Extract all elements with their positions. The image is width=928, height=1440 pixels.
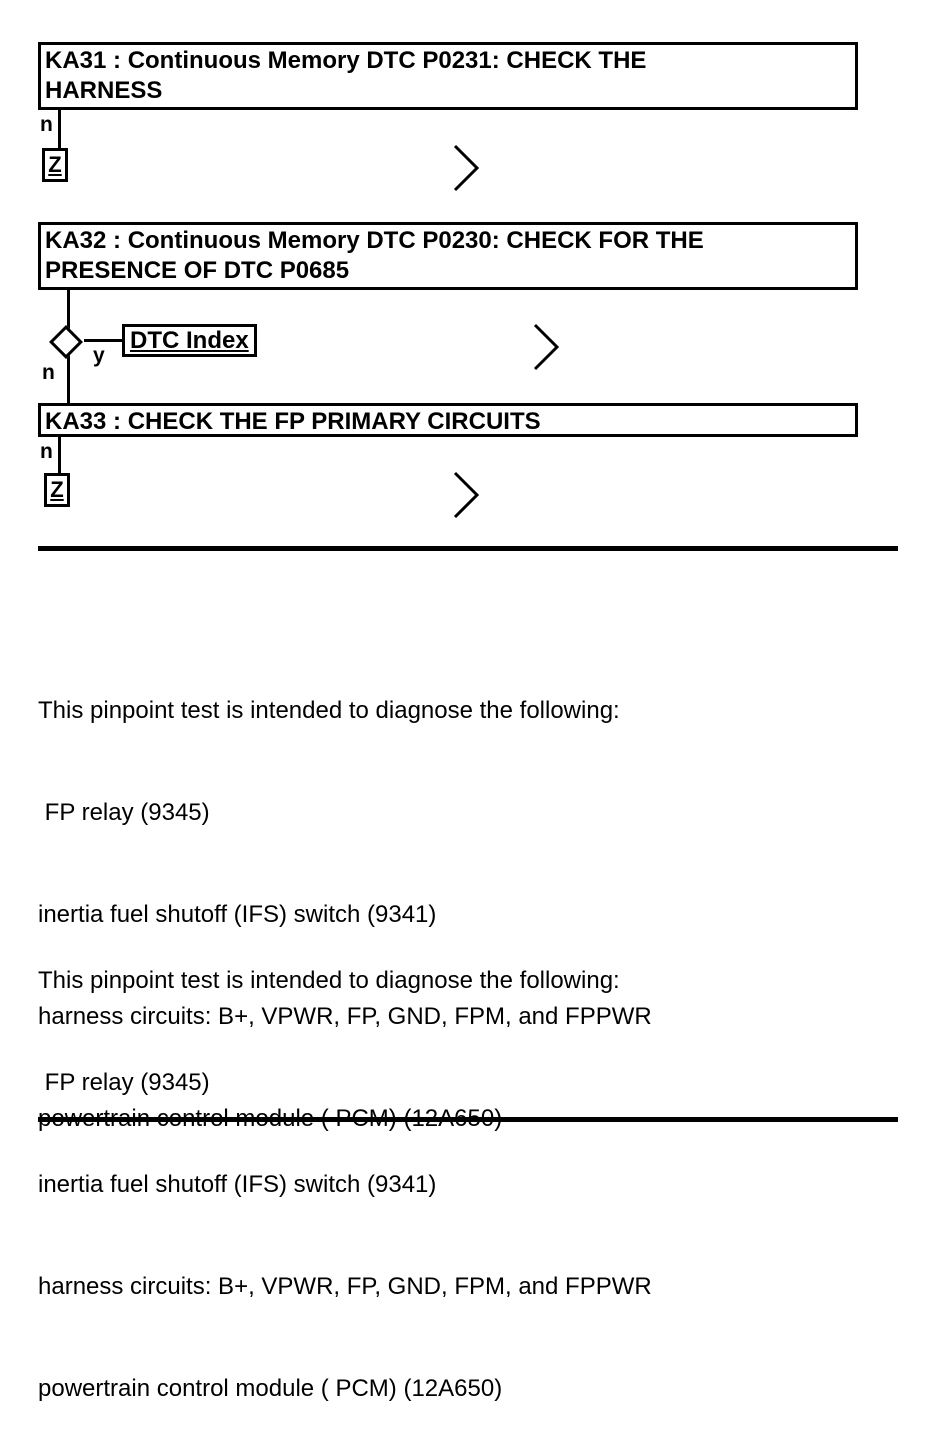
flowchart-step-ka33[interactable] xyxy=(38,403,858,437)
text-line: inertia fuel shutoff (IFS) switch (9341) xyxy=(38,1171,437,1198)
flowchart-step-ka32[interactable] xyxy=(38,222,858,290)
text-line: inertia fuel shutoff (IFS) switch (9341) xyxy=(38,901,437,928)
dtc-index-link[interactable]: DTC Index xyxy=(122,324,257,357)
divider xyxy=(38,546,898,551)
text-line: FP relay (9345) xyxy=(38,799,210,826)
flowchart-step-ka31[interactable] xyxy=(38,42,858,110)
text-line: FP relay (9345) xyxy=(38,1069,210,1096)
step-label-line: KA33 : CHECK THE FP PRIMARY CIRCUITS xyxy=(45,408,541,435)
text-line: harness circuits: B+, VPWR, FP, GND, FPM, and FPPWR xyxy=(38,1003,652,1030)
branch-label-no: n xyxy=(40,440,53,463)
branch-label-yes: y xyxy=(93,344,105,367)
text-line: harness circuits: B+, VPWR, FP, GND, FPM, and FPPWR xyxy=(38,1273,652,1300)
step-label-line: KA31 : Continuous Memory DTC P0231: CHECK THE xyxy=(45,47,647,74)
divider xyxy=(38,1117,898,1122)
connector-line xyxy=(58,437,61,473)
chevron-right-icon xyxy=(452,470,480,525)
step-label-line: KA32 : Continuous Memory DTC P0230: CHECK FOR THE xyxy=(45,227,704,254)
text-line: This pinpoint test is intended to diagnose the following: xyxy=(38,967,620,994)
text-line: powertrain control module ( PCM) (12A650) xyxy=(38,1375,503,1402)
branch-label-no: n xyxy=(42,361,55,384)
step-label-line: PRESENCE OF DTC P0685 xyxy=(45,257,350,284)
step-label-line: HARNESS xyxy=(45,77,163,104)
connector-line xyxy=(58,110,61,150)
branch-label-no: n xyxy=(40,113,53,136)
z-link[interactable]: Z xyxy=(44,473,70,507)
chevron-right-icon xyxy=(532,322,560,377)
decision-diamond xyxy=(49,325,83,359)
text-line: This pinpoint test is intended to diagnose the following: xyxy=(38,697,620,724)
chevron-right-icon xyxy=(452,143,480,198)
connector-line xyxy=(84,339,124,342)
diagnosis-text xyxy=(38,896,898,1440)
z-link[interactable]: Z xyxy=(42,148,68,182)
